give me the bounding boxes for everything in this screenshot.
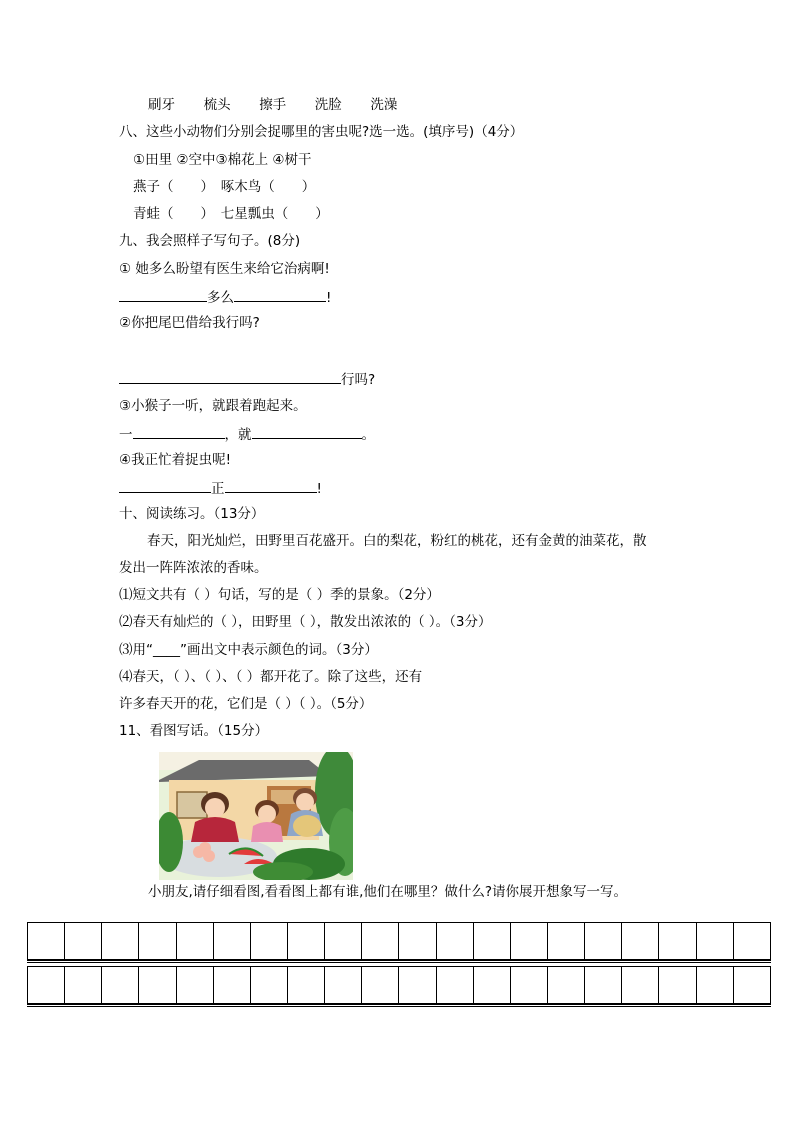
q9-sentence-4: ④我正忙着捉虫呢!: [119, 452, 232, 468]
q9-answer-3: [119, 424, 375, 444]
q9-answer-4-end: !: [316, 481, 322, 497]
answer-blank[interactable]: [252, 424, 362, 439]
q10-passage-line-2: 发出一阵阵浓浓的香味。: [119, 560, 268, 576]
answer-blank[interactable]: [119, 478, 211, 493]
q7-word: 洗澡: [370, 97, 398, 113]
q9-sentence-2: ②你把尾巴借给我行吗?: [119, 315, 260, 331]
q9-answer-3-end: 。: [361, 427, 375, 443]
q8-title: 八、这些小动物们分别会捉哪里的害虫呢?选一选。(填序号)（4分）: [119, 124, 524, 140]
q9-answer-1-end: !: [326, 290, 332, 306]
family-eating-watermelon-illustration: [159, 752, 353, 880]
q9-answer-1-mid: 多么: [207, 290, 234, 306]
q9-answer-4: [119, 478, 322, 498]
q9-title: 九、我会照样子写句子。(8分): [119, 233, 301, 249]
q10-part-4a: ⑷春天，（ ）、（ ）、（ ）都开花了。除了这些，还有: [119, 669, 423, 685]
answer-blank[interactable]: [133, 424, 225, 439]
answer-blank[interactable]: [225, 478, 317, 493]
answer-blank[interactable]: [119, 287, 207, 302]
q9-answer-2: [119, 369, 375, 389]
q8-row-2: 青蛙（ ） 七星瓢虫（ ）: [133, 206, 329, 222]
q7-word-row: [148, 96, 397, 114]
q7-word: 梳头: [203, 97, 231, 113]
q10-part-2: ⑵春天有灿烂的（ ），田野里（ ），散发出浓浓的（ ）。（3分）: [119, 614, 492, 630]
q9-sentence-3: ③小猴子一听，就跟着跑起来。: [119, 398, 307, 414]
q8-options: ①田里 ②空中③棉花上 ④树干: [133, 152, 312, 168]
q10-title: 十、阅读练习。（13分）: [119, 506, 265, 522]
q10-passage-line-1: 春天，阳光灿烂，田野里百花盛开。白的梨花，粉红的桃花，还有金黄的油菜花，散: [147, 533, 647, 549]
q9-answer-1: [119, 287, 331, 307]
q9-answer-3-mid: ，就: [224, 427, 252, 443]
q7-word: 擦手: [259, 97, 287, 113]
q7-word: 洗脸: [314, 97, 342, 113]
q8-row-1: 燕子（ ） 啄木鸟（ ）: [133, 179, 316, 195]
q11-title: 11、看图写话。（15分）: [119, 723, 269, 739]
q9-answer-3-start: 一: [119, 427, 133, 443]
q7-word: 刷牙: [148, 97, 175, 113]
writing-grid-row-1[interactable]: [27, 922, 771, 960]
q9-answer-2-end: 行吗?: [341, 372, 376, 388]
grid-divider: [27, 1004, 771, 1007]
q11-instruction: 小朋友,请仔细看图,看看图上都有谁,他们在哪里？做什么?请你展开想象写一写。: [148, 884, 628, 900]
q9-answer-4-mid: 正: [211, 481, 225, 497]
writing-grid-row-2[interactable]: [27, 966, 771, 1004]
grid-divider: [27, 960, 771, 963]
answer-blank[interactable]: [119, 369, 341, 384]
q10-part-3: ⑶用“____”画出文中表示颜色的词。（3分）: [119, 642, 378, 658]
q10-part-4b: 许多春天开的花，它们是（ ）（ ）。（5分）: [119, 696, 373, 712]
answer-blank[interactable]: [234, 287, 326, 302]
q10-part-1: ⑴短文共有（ ）句话，写的是（ ）季的景象。（2分）: [119, 587, 440, 603]
q9-sentence-1: ① 她多么盼望有医生来给它治病啊!: [119, 261, 330, 277]
